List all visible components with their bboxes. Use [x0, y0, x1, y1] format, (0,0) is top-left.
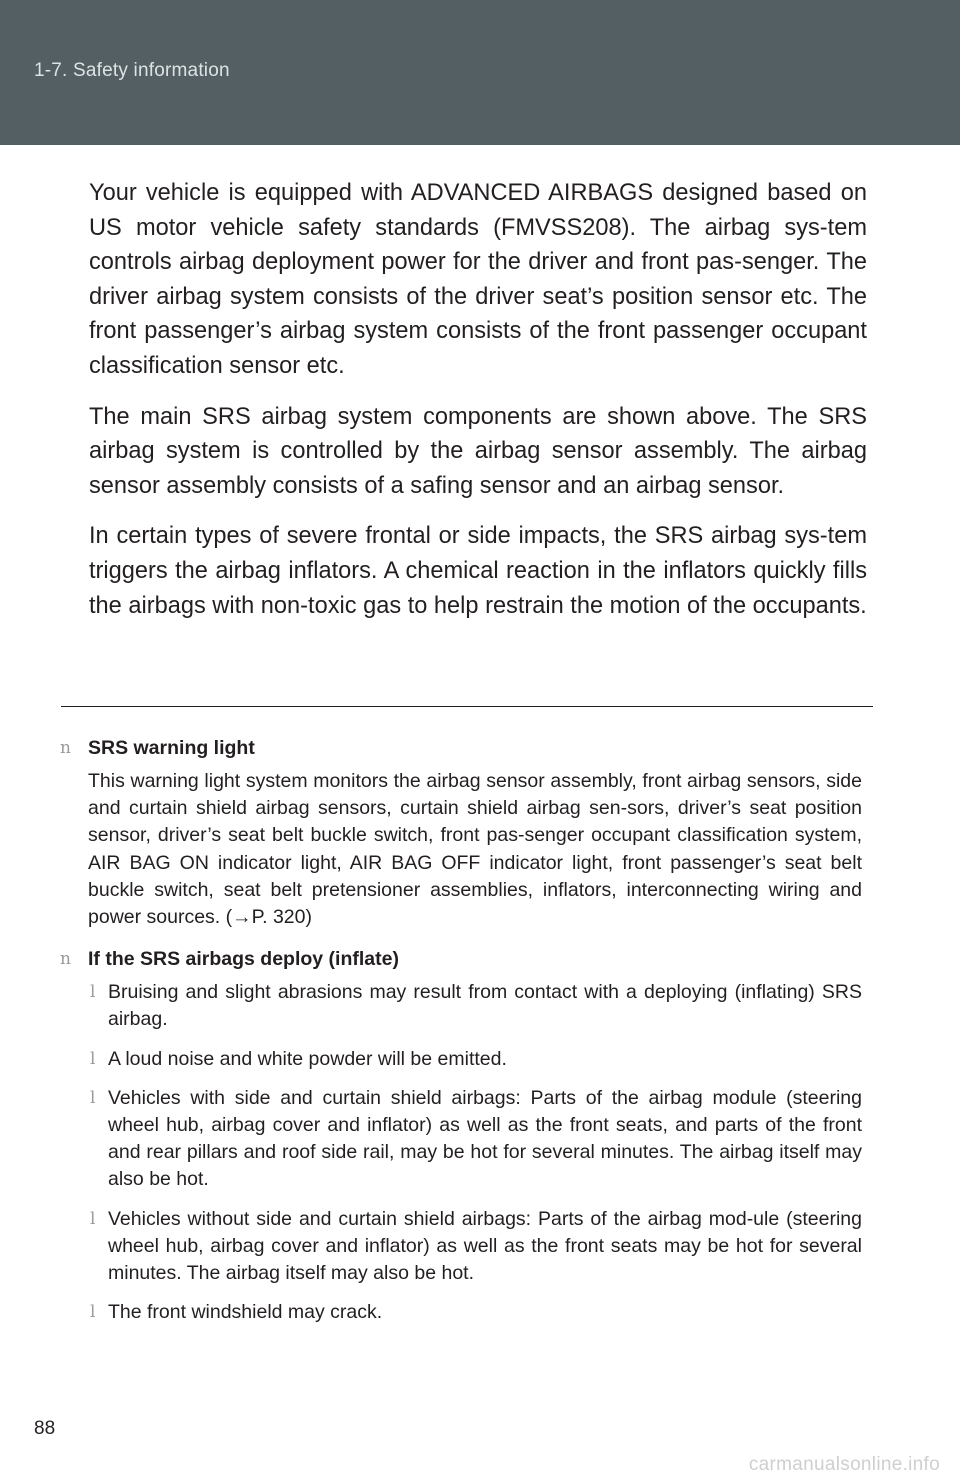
notes-section — [60, 734, 862, 1338]
intro-paragraph: The main SRS airbag system components are shown above. The SRS airbag system is controlled by the airbag sensor assembly. The airbag sensor assembly consists of a safing sensor and an airbag sensor. — [89, 403, 867, 499]
circle-bullet-icon: l — [90, 982, 96, 1003]
list-item-text: The front windshield may crack. — [108, 1301, 383, 1324]
list-item — [88, 1206, 862, 1288]
list-item — [88, 1085, 862, 1194]
note-heading-srs-warning-light — [60, 734, 862, 762]
square-bullet-icon: n — [60, 949, 71, 970]
circle-bullet-icon: l — [90, 1208, 96, 1229]
page-number: 88 — [34, 1418, 56, 1439]
note-heading-if-deploy — [60, 945, 862, 973]
section-divider — [61, 706, 873, 707]
section-title: 1-7. Safety information — [34, 60, 230, 81]
note-body-srs-warning-light: This warning light system monitors the airbag sensor assembly, front airbag sensors, side and curtain shield airbag sensors, curtain shield airbag sen-sors, driver’s seat position sensor, driver’s seat belt buckle switch, front pas-senger occupant classification system, AIR BAG ON indicator light, AIR BAG OFF indicator light, front passenger’s seat belt buckle switch, seat belt pretensioner assemblies, inflators, interconnecting wiring and power sources. (→P. 320) — [88, 770, 862, 929]
list-item — [88, 1299, 862, 1326]
circle-bullet-icon: l — [90, 1302, 96, 1323]
list-item-text: A loud noise and white powder will be emitted. — [108, 1047, 507, 1070]
circle-bullet-icon: l — [90, 1048, 96, 1069]
square-bullet-icon: n — [60, 738, 71, 758]
intro-paragraph: In certain types of severe frontal or side impacts, the SRS airbag sys-tem triggers the airbag inflators. A chemical reaction in the inflators quickly fills the airbags with non-toxic gas to help restrain the motion of the occupants. — [89, 523, 867, 619]
circle-bullet-icon: l — [90, 1087, 96, 1108]
section-header-band — [0, 0, 960, 145]
intro-paragraph: Your vehicle is equipped with ADVANCED AIRBAGS designed based on US motor vehicle safety standards (FMVSS208). The airbag sys-tem controls airbag deployment power for the driver and front pas-senger. The driver airbag system consists of the driver seat’s position sensor etc. The front passenger’s airbag system consists of the front passenger occupant classification sensor etc. — [89, 180, 867, 379]
list-item-text: Vehicles with side and curtain shield airbags: Parts of the airbag module (steering wheel hub, airbag cover and inflator) as well as the front seats, and parts of the front and rear pillars and roof side rail, may be hot for several minutes. The airbag itself may also be hot. — [108, 1086, 862, 1191]
list-item-text: Bruising and slight abrasions may result from contact with a deploying (inflating) SRS airbag. — [108, 981, 862, 1031]
list-item — [88, 979, 862, 1033]
deploy-effects-list — [88, 979, 862, 1326]
intro-text — [89, 176, 867, 639]
note-heading-text: SRS warning light — [88, 737, 255, 759]
watermark: carmanualsonline.info — [748, 1454, 940, 1475]
list-item-text: Vehicles without side and curtain shield airbags: Parts of the airbag mod-ule (steering wheel hub, airbag cover and inflator) as well as the front seats may be hot for several minutes. The airbag itself may also be hot. — [108, 1207, 862, 1285]
note-heading-text: If the SRS airbags deploy (inflate) — [88, 948, 399, 971]
list-item — [88, 1046, 862, 1073]
